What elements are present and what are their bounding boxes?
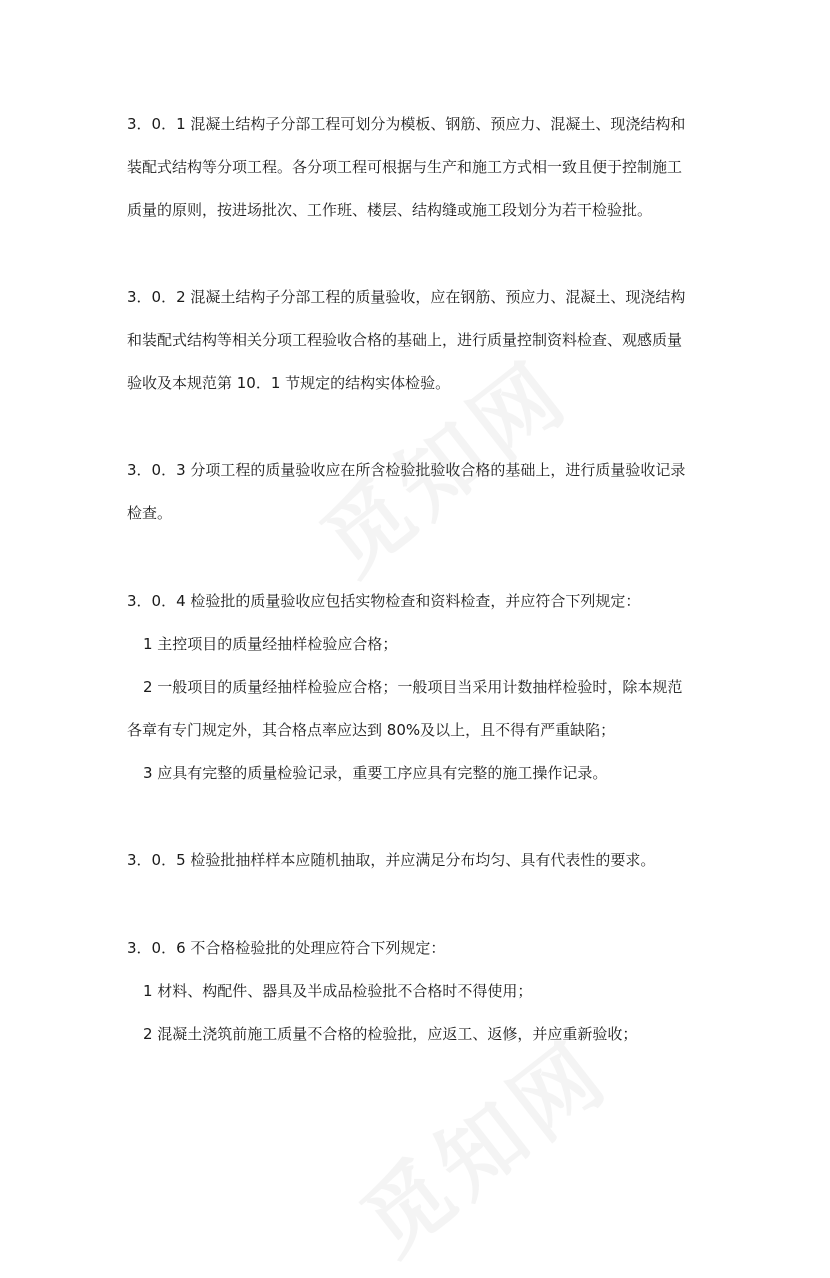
clause-3-0-2-line-1: 3．0．2 混凝土结构子分部工程的质量验收，应在钢筋、预应力、混凝土、现浇结构 (127, 288, 686, 306)
clause-3-0-6-item-2: 2 混凝土浇筑前施工质量不合格的检验批，应返工、返修，并应重新验收； (143, 1025, 638, 1043)
clause-3-0-1-line-3: 质量的原则，按进场批次、工作班、楼层、结构缝或施工段划分为若干检验批。 (127, 201, 653, 219)
clause-3-0-4-item-2-line-1: 2 一般项目的质量经抽样检验应合格；一般项目当采用计数抽样检验时，除本规范 (143, 678, 683, 696)
clause-3-0-2-line-2: 和装配式结构等相关分项工程验收合格的基础上，进行质量控制资料检查、观感质量 (127, 331, 683, 349)
clause-3-0-4-item-1: 1 主控项目的质量经抽样检验应合格； (143, 635, 398, 653)
clause-3-0-5-line-1: 3．0．5 检验批抽样样本应随机抽取，并应满足分布均匀、具有代表性的要求。 (127, 851, 656, 869)
clause-3-0-1-line-1: 3．0．1 混凝土结构子分部工程可划分为模板、钢筋、预应力、混凝土、现浇结构和 (127, 115, 686, 133)
clause-3-0-3-line-1: 3．0．3 分项工程的质量验收应在所含检验批验收合格的基础上，进行质量验收记录 (127, 461, 686, 479)
clause-3-0-1-line-2: 装配式结构等分项工程。各分项工程可根据与生产和施工方式相一致且便于控制施工 (127, 158, 683, 176)
clause-3-0-3-line-2: 检查。 (127, 504, 173, 522)
clause-3-0-2-line-3: 验收及本规范第 10．1 节规定的结构实体检验。 (127, 374, 451, 392)
watermark (332, 1006, 631, 1277)
clause-3-0-4-item-2-line-2: 各章有专门规定外，其合格点率应达到 80%及以上，且不得有严重缺陷； (127, 721, 616, 739)
clause-3-0-6-item-1: 1 材料、构配件、器具及半成品检验批不合格时不得使用； (143, 982, 533, 1000)
clause-3-0-4-line-1: 3．0．4 检验批的质量验收应包括实物检查和资料检查，并应符合下列规定： (127, 592, 641, 610)
clause-3-0-4-item-3: 3 应具有完整的质量检验记录，重要工序应具有完整的施工操作记录。 (143, 764, 608, 782)
clause-3-0-6-line-1: 3．0．6 不合格检验批的处理应符合下列规定： (127, 939, 446, 957)
